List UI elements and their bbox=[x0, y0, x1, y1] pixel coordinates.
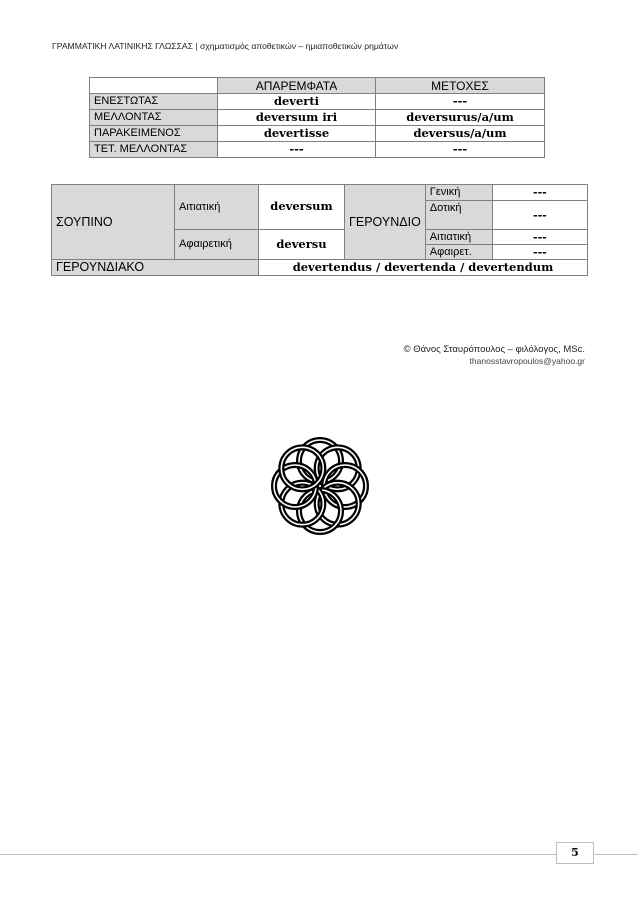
author-email: thanosstavropoulos@yahoo.gr bbox=[469, 356, 585, 366]
header-participles: ΜΕΤΟΧΕΣ bbox=[376, 78, 545, 94]
header-infinitives: ΑΠΑΡΕΜΦΑΤΑ bbox=[218, 78, 376, 94]
gerund-case-label: Γενική bbox=[425, 185, 492, 201]
author-credit bbox=[404, 344, 585, 366]
gerund-case-label: Αιτιατική bbox=[425, 230, 492, 245]
page-number: 5 bbox=[556, 842, 594, 864]
gerund-label: ΓΕΡΟΥΝΔΙΟ bbox=[345, 185, 426, 260]
table-row bbox=[90, 126, 545, 142]
participle-value: deversurus/a/um bbox=[376, 110, 545, 126]
infinitive-value: deversum iri bbox=[218, 110, 376, 126]
running-header: ΓΡΑΜΜΑΤΙΚΗ ΛΑΤΙΝΙΚΗΣ ΓΛΩΣΣΑΣ | σχηματισμός αποθετικών – ημιαποθετικών ρημάτων bbox=[52, 41, 399, 51]
participle-value: --- bbox=[376, 94, 545, 110]
supine-ablative-label: Αφαιρετική bbox=[175, 230, 259, 260]
table-row bbox=[90, 142, 545, 158]
rings-rosette-icon bbox=[268, 434, 372, 538]
gerund-case-label: Δοτική bbox=[425, 201, 492, 230]
supine-accusative-value: deversum bbox=[259, 185, 345, 230]
row-label: ΜΕΛΛΟΝΤΑΣ bbox=[90, 110, 218, 126]
gerund-case-value: --- bbox=[492, 245, 587, 260]
supine-label: ΣΟΥΠΙΝΟ bbox=[52, 185, 175, 260]
infinitive-value: deverti bbox=[218, 94, 376, 110]
corner-cell bbox=[90, 78, 218, 94]
table-row bbox=[90, 94, 545, 110]
supine-accusative-label: Αιτιατική bbox=[175, 185, 259, 230]
row-label: ΕΝΕΣΤΩΤΑΣ bbox=[90, 94, 218, 110]
gerund-case-label: Αφαιρετ. bbox=[425, 245, 492, 260]
infinitives-participles-table bbox=[89, 77, 545, 158]
supine-ablative-value: deversu bbox=[259, 230, 345, 260]
supine-gerund-table bbox=[51, 184, 588, 276]
participle-value: --- bbox=[376, 142, 545, 158]
gerund-case-value: --- bbox=[492, 185, 587, 201]
row-label: ΤΕΤ. ΜΕΛΛΟΝΤΑΣ bbox=[90, 142, 218, 158]
infinitive-value: devertisse bbox=[218, 126, 376, 142]
gerund-case-value: --- bbox=[492, 230, 587, 245]
row-label: ΠΑΡΑΚΕΙΜΕΝΟΣ bbox=[90, 126, 218, 142]
gerund-case-value: --- bbox=[492, 201, 587, 230]
participle-value: deversus/a/um bbox=[376, 126, 545, 142]
infinitive-value: --- bbox=[218, 142, 376, 158]
gerundive-value: devertendus / devertenda / devertendum bbox=[259, 260, 588, 276]
table-row bbox=[90, 110, 545, 126]
gerundive-label: ΓΕΡΟΥΝΔΙΑΚΟ bbox=[52, 260, 259, 276]
footer-rule bbox=[0, 854, 638, 855]
author-name: © Θάνος Σταυρόπουλος – φιλόλογος, MSc. bbox=[403, 344, 585, 355]
